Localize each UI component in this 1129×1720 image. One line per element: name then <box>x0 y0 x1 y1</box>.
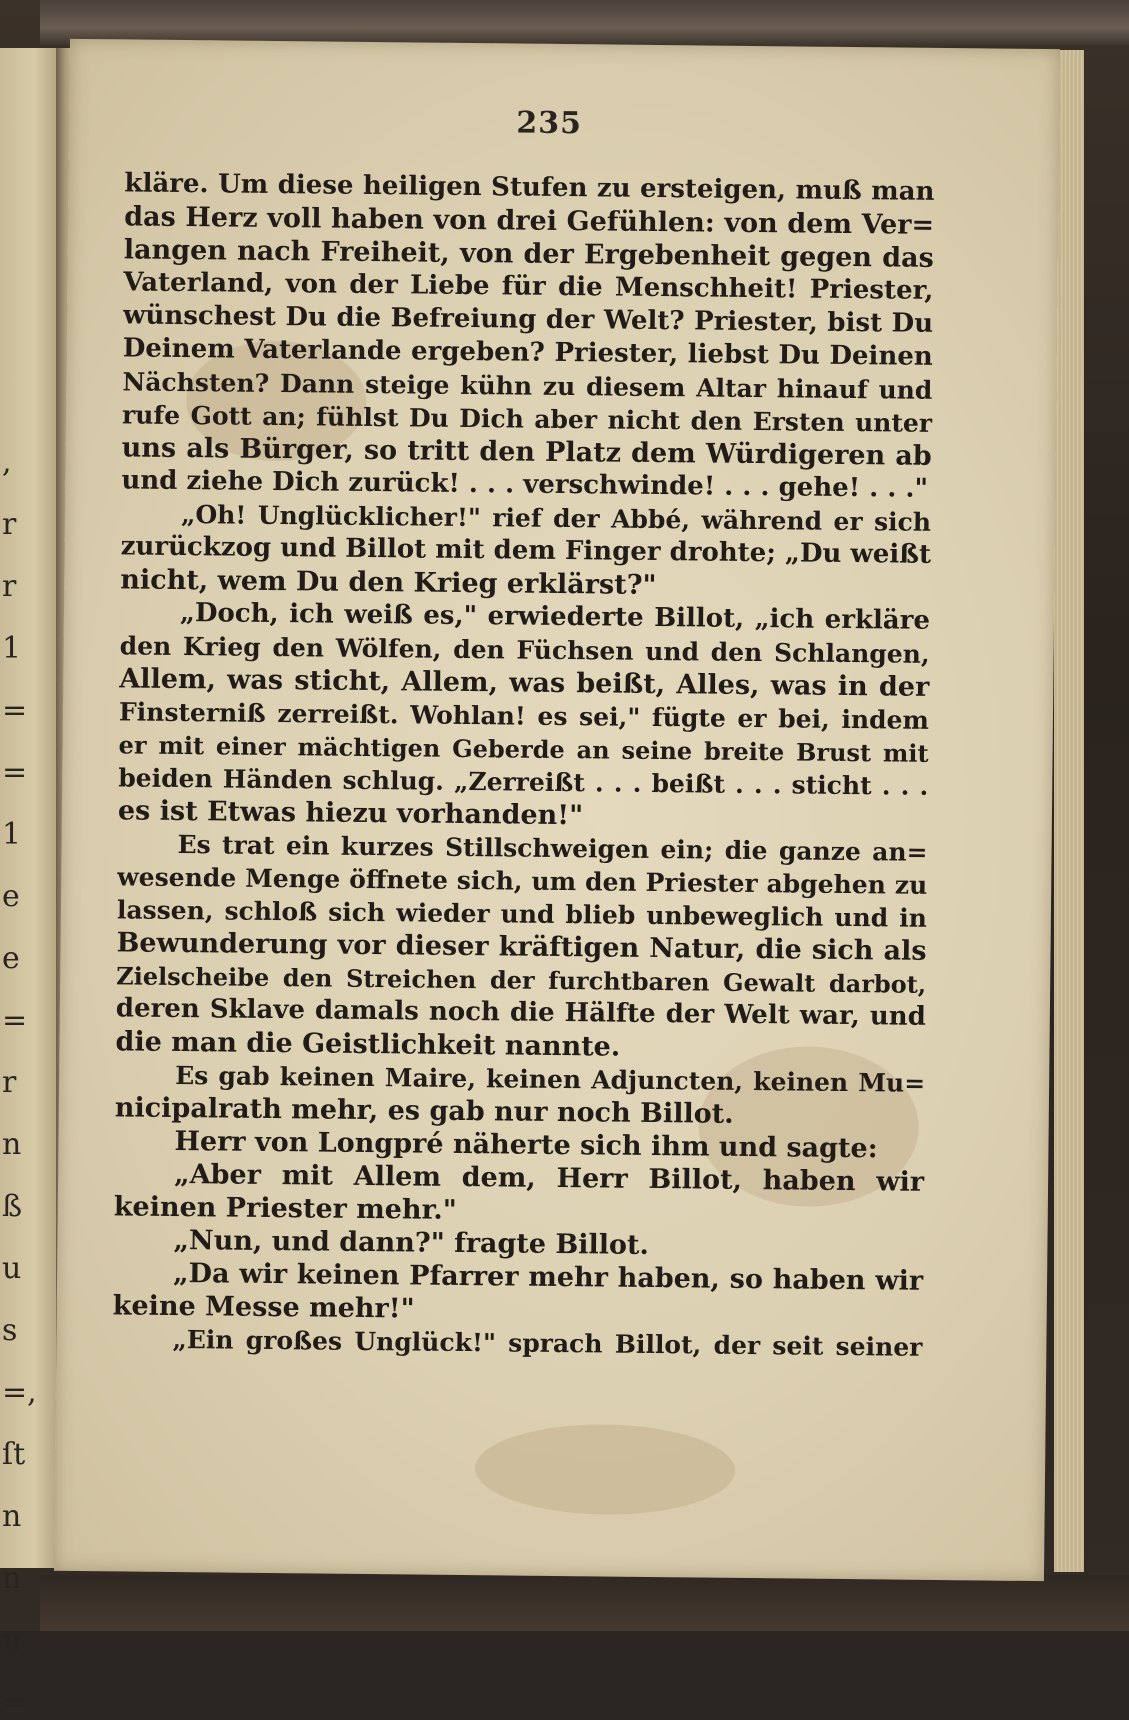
text-line: wesende Menge öffnete sich, um den Priester abgehen zu <box>117 862 928 900</box>
text-line: „Doch, ich weiß es," erwiederte Billot, „ich erkläre <box>179 598 931 636</box>
left-page-fragment: u <box>2 1251 22 1286</box>
text-line: keine Messe mehr!" <box>112 1290 415 1325</box>
text-line: deren Sklave damals noch die Hälfte der Welt war, und <box>115 993 926 1032</box>
text-line: Herr von Longpré näherte sich ihm und sagte: <box>174 1125 878 1165</box>
page-stack-edge <box>1054 50 1084 1572</box>
text-line: keinen Priester mehr." <box>113 1191 457 1226</box>
text-line: „Aber mit Allem dem, Herr Billot, haben wir <box>173 1158 925 1198</box>
text-line: nicht, wem Du den Krieg erklärst?" <box>120 564 657 601</box>
left-page-fragment: 1 <box>2 817 22 852</box>
text-line: wünschest Du die Befreiung der Welt? Priester, bist Du <box>122 300 934 339</box>
text-line: kläre. Um diese heiligen Stufen zu ersteigen, muß man <box>124 168 935 207</box>
text-line: „Ein großes Unglück!" sprach Billot, der seit seiner <box>172 1324 923 1362</box>
left-page-fragment: n <box>2 1499 22 1534</box>
text-line: es ist Etwas hiezu vorhanden!" <box>117 795 584 832</box>
left-page-fragment: r <box>2 507 17 542</box>
left-page-fragment: =, <box>2 1375 37 1410</box>
text-line: Es gab keinen Maire, keinen Adjuncten, keinen Mu= <box>175 1060 926 1098</box>
left-page-fragment: r <box>2 1065 17 1100</box>
text-line: rufe Gott an; fühlst Du Dich aber nicht den Ersten unter <box>121 400 933 438</box>
text-line: uns als Bürger, so tritt den Platz dem Würdigeren ab <box>121 432 932 472</box>
text-line: „Da wir keinen Pfarrer mehr haben, so haben wir <box>172 1257 924 1297</box>
text-line: die man die Geistlichkeit nannte. <box>115 1026 621 1063</box>
cover-top-edge <box>40 0 1129 46</box>
left-page-fragment: ß <box>2 1189 23 1224</box>
text-line: zurückzog und Billot mit dem Finger drohte; „Du weißt <box>120 531 932 570</box>
left-page-fragment: = <box>2 693 28 728</box>
book-page <box>54 39 1060 1581</box>
text-line: lassen, schloß sich wieder und blieb unbeweglich und in <box>116 895 928 933</box>
cover-bottom-edge <box>40 1575 1129 1631</box>
text-line: und ziehe Dich zurück! . . . verschwinde! . . . gehe! . . ." <box>121 465 929 504</box>
body-text <box>112 167 934 1363</box>
left-page-fragment: = <box>2 1003 28 1038</box>
text-line: Vaterland, von der Liebe für die Menschheit! Priester, <box>123 267 934 306</box>
left-page-fragment: e <box>2 879 20 914</box>
left-page-fragment: , <box>2 445 12 480</box>
text-line: er mit einer mächtigen Geberde an seine breite Brust mit <box>118 730 929 768</box>
text-line: Es trat ein kurzes Stillschweigen ein; die ganze an= <box>177 829 928 867</box>
text-line: nicipalrath mehr, es gab nur noch Billot. <box>114 1092 734 1130</box>
text-line: das Herz voll haben von drei Gefühlen: von dem Ver= <box>124 201 935 241</box>
page-number: 235 <box>516 105 583 142</box>
left-page-fragment: ſt <box>2 1437 26 1472</box>
text-line: Bewunderung vor dieser kräftigen Natur, die sich als <box>116 927 927 967</box>
text-line: Deinem Vaterlande ergeben? Priester, liebst Du Deinen <box>122 333 933 372</box>
left-page-fragment: n <box>2 1561 22 1596</box>
left-page-fragment: n <box>2 1623 22 1658</box>
text-line: langen nach Freiheit, von der Ergebenheit gegen das <box>123 234 934 274</box>
left-page-edge <box>0 48 56 1720</box>
left-page-fragment: e <box>2 941 20 976</box>
paper-stain <box>475 1423 736 1516</box>
text-line: Zielscheibe den Streichen der furchtbaren Gewalt darbot, <box>116 961 927 999</box>
text-line: beiden Händen schlug. „Zerreißt . . . beißt . . . sticht . . . <box>118 763 929 801</box>
text-line: Finsterniß zerreißt. Wohlan! es sei," fügte er bei, indem <box>118 697 930 735</box>
text-line: Allem, was sticht, Allem, was beißt, Alles, was in der <box>119 663 930 703</box>
left-page-fragment: s <box>2 1313 18 1348</box>
left-page-fragment: 1 <box>2 631 22 666</box>
left-page-fragment: = <box>2 755 28 790</box>
text-line: den Krieg den Wölfen, den Füchsen und den Schlangen, <box>119 631 930 669</box>
text-line: „Oh! Unglücklicher!" rief der Abbé, während er sich <box>180 500 932 537</box>
left-page-fragment: n <box>2 1127 22 1162</box>
text-line: Nächsten? Dann steige kühn zu diesem Altar hinauf und <box>122 367 933 405</box>
left-page-fragment: r <box>2 569 17 604</box>
text-line: „Nun, und dann?" fragte Billot. <box>173 1224 650 1261</box>
left-page-fragment: = <box>2 1685 28 1720</box>
